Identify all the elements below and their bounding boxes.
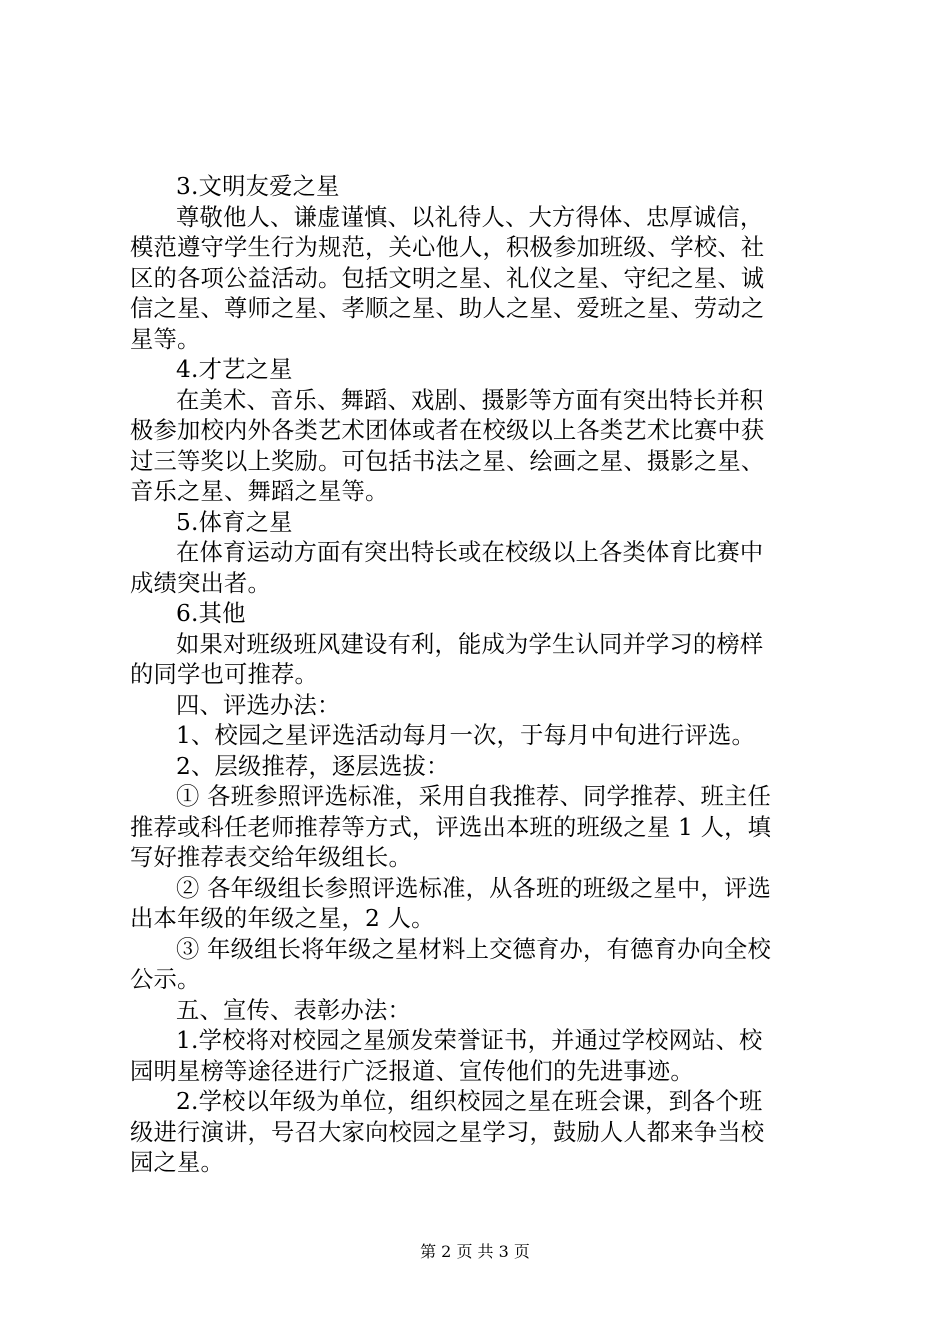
text-line: ② 各年级组长参照评选标准，从各班的班级之星中，评选 (176, 874, 772, 902)
text-line: 1.学校将对校园之星颁发荣誉证书，并通过学校网站、校 (176, 1027, 763, 1054)
text-line: 音乐之星、舞蹈之星等。 (130, 478, 389, 505)
text-line: 极参加校内外各类艺术团体或者在校级以上各类艺术比赛中获 (130, 417, 765, 444)
text-line: 园明星榜等途径进行广泛报道、宣传他们的先进事迹。 (130, 1057, 694, 1085)
text-line: 推荐或科任老师推荐等方式，评选出本班的班级之星 1 人，填 (130, 813, 772, 841)
text-line: 信之星、尊师之星、孝顺之星、助人之星、爱班之星、劳动之 (130, 295, 765, 322)
text-line: 4.才艺之星 (176, 356, 293, 383)
text-line: 过三等奖以上奖励。可包括书法之星、绘画之星、摄影之星、 (130, 447, 765, 475)
text-line: 2、层级推荐，逐层选拔： (176, 752, 450, 780)
document-body (130, 172, 830, 1179)
text-line: ③ 年级组长将年级之星材料上交德育办，有德育办向全校 (176, 935, 772, 963)
text-line: ① 各班参照评选标准，采用自我推荐、同学推荐、班主任 (176, 783, 772, 810)
text-line: 在美术、音乐、舞蹈、戏剧、摄影等方面有突出特长并积 (176, 386, 764, 414)
text-line: 3.文明友爱之星 (176, 173, 340, 200)
text-line: 尊敬他人、谦虚谨慎、以礼待人、大方得体、忠厚诚信， (176, 203, 764, 231)
text-line: 的同学也可推荐。 (130, 661, 318, 688)
text-line: 6.其他 (176, 600, 246, 627)
text-line: 成绩突出者。 (130, 569, 271, 597)
text-line: 5.体育之星 (176, 508, 293, 536)
text-line: 出本年级的年级之星，2 人。 (130, 905, 435, 932)
text-line: 星等。 (130, 325, 201, 353)
text-line: 级进行演讲，号召大家向校园之星学习，鼓励人人都来争当校 (130, 1118, 765, 1146)
text-line: 1、校园之星评选活动每月一次，于每月中旬进行评选。 (176, 722, 755, 749)
text-line: 写好推荐表交给年级组长。 (130, 844, 412, 871)
text-line: 2.学校以年级为单位，组织校园之星在班会课，到各个班 (176, 1088, 763, 1115)
text-line: 区的各项公益活动。包括文明之星、礼仪之星、守纪之星、诚 (130, 264, 765, 292)
text-line: 如果对班级班风建设有利，能成为学生认同并学习的榜样 (176, 630, 764, 658)
text-line: 在体育运动方面有突出特长或在校级以上各类体育比赛中 (176, 539, 764, 566)
page-number-footer: 第 2 页 共 3 页 (420, 1242, 530, 1261)
text-line: 模范遵守学生行为规范，关心他人，积极参加班级、学校、社 (130, 234, 765, 261)
text-line: 园之星。 (130, 1149, 224, 1176)
text-line: 公示。 (130, 966, 201, 993)
text-line: 四、评选办法： (176, 691, 341, 719)
text-line: 五、宣传、表彰办法： (176, 996, 411, 1024)
